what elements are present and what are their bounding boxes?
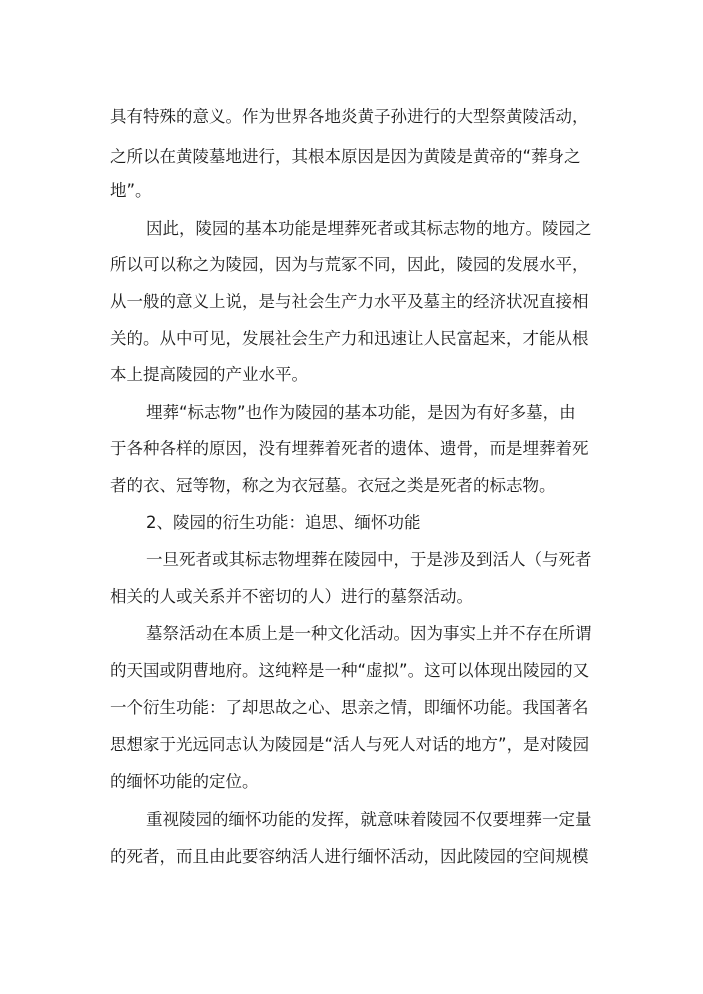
- text-line: 墓祭活动在本质上是一种文化活动。因为事实上并不存在所谓: [146, 624, 592, 643]
- text-line: 的缅怀功能的定位。: [110, 772, 259, 791]
- text-line: 从一般的意义上说，是与社会生产力水平及墓主的经济状况直接相: [110, 292, 589, 311]
- text-line: 地”。: [110, 181, 152, 200]
- text-line: 本上提高陵园的产业水平。: [110, 365, 308, 384]
- section-heading: 2、陵园的衍生功能：追思、缅怀功能: [146, 513, 421, 532]
- text-line: 埋葬“标志物”也作为陵园的基本功能，是因为有好多墓，由: [146, 403, 576, 422]
- text-line: 之所以在黄陵墓地进行，其根本原因是因为黄陵是黄帝的“葬身之: [110, 147, 581, 166]
- text-line: 一个衍生功能：了却思故之心、思亲之情，即缅怀功能。我国著名: [110, 698, 589, 717]
- text-line: 所以可以称之为陵园，因为与荒冢不同，因此，陵园的发展水平，: [110, 255, 589, 274]
- text-line: 因此，陵园的基本功能是埋葬死者或其标志物的地方。陵园之: [146, 219, 592, 238]
- text-line: 者的衣、冠等物，称之为衣冠墓。衣冠之类是死者的标志物。: [110, 476, 556, 495]
- text-line: 关的。从中可见，发展社会生产力和迅速让人民富起来，才能从根: [110, 329, 589, 348]
- text-line: 的天国或阴曹地府。这纯粹是一种“虚拟”。这可以体现出陵园的又: [110, 661, 590, 680]
- text-line: 的死者，而且由此要容纳活人进行缅怀活动，因此陵园的空间规模: [110, 847, 589, 866]
- text-line: 一旦死者或其标志物埋葬在陵园中，于是涉及到活人（与死者: [146, 550, 592, 569]
- text-line: 重视陵园的缅怀功能的发挥，就意味着陵园不仅要埋葬一定量: [146, 810, 592, 829]
- text-line: 于各种各样的原因，没有埋葬着死者的遗体、遗骨，而是埋葬着死: [110, 439, 589, 458]
- text-line: 相关的人或关系并不密切的人）进行的墓祭活动。: [110, 587, 473, 606]
- text-line: 具有特殊的意义。作为世界各地炎黄子孙进行的大型祭黄陵活动，: [110, 107, 589, 126]
- text-line: 思想家于光远同志认为陵园是“活人与死人对话的地方”，是对陵园: [110, 735, 590, 754]
